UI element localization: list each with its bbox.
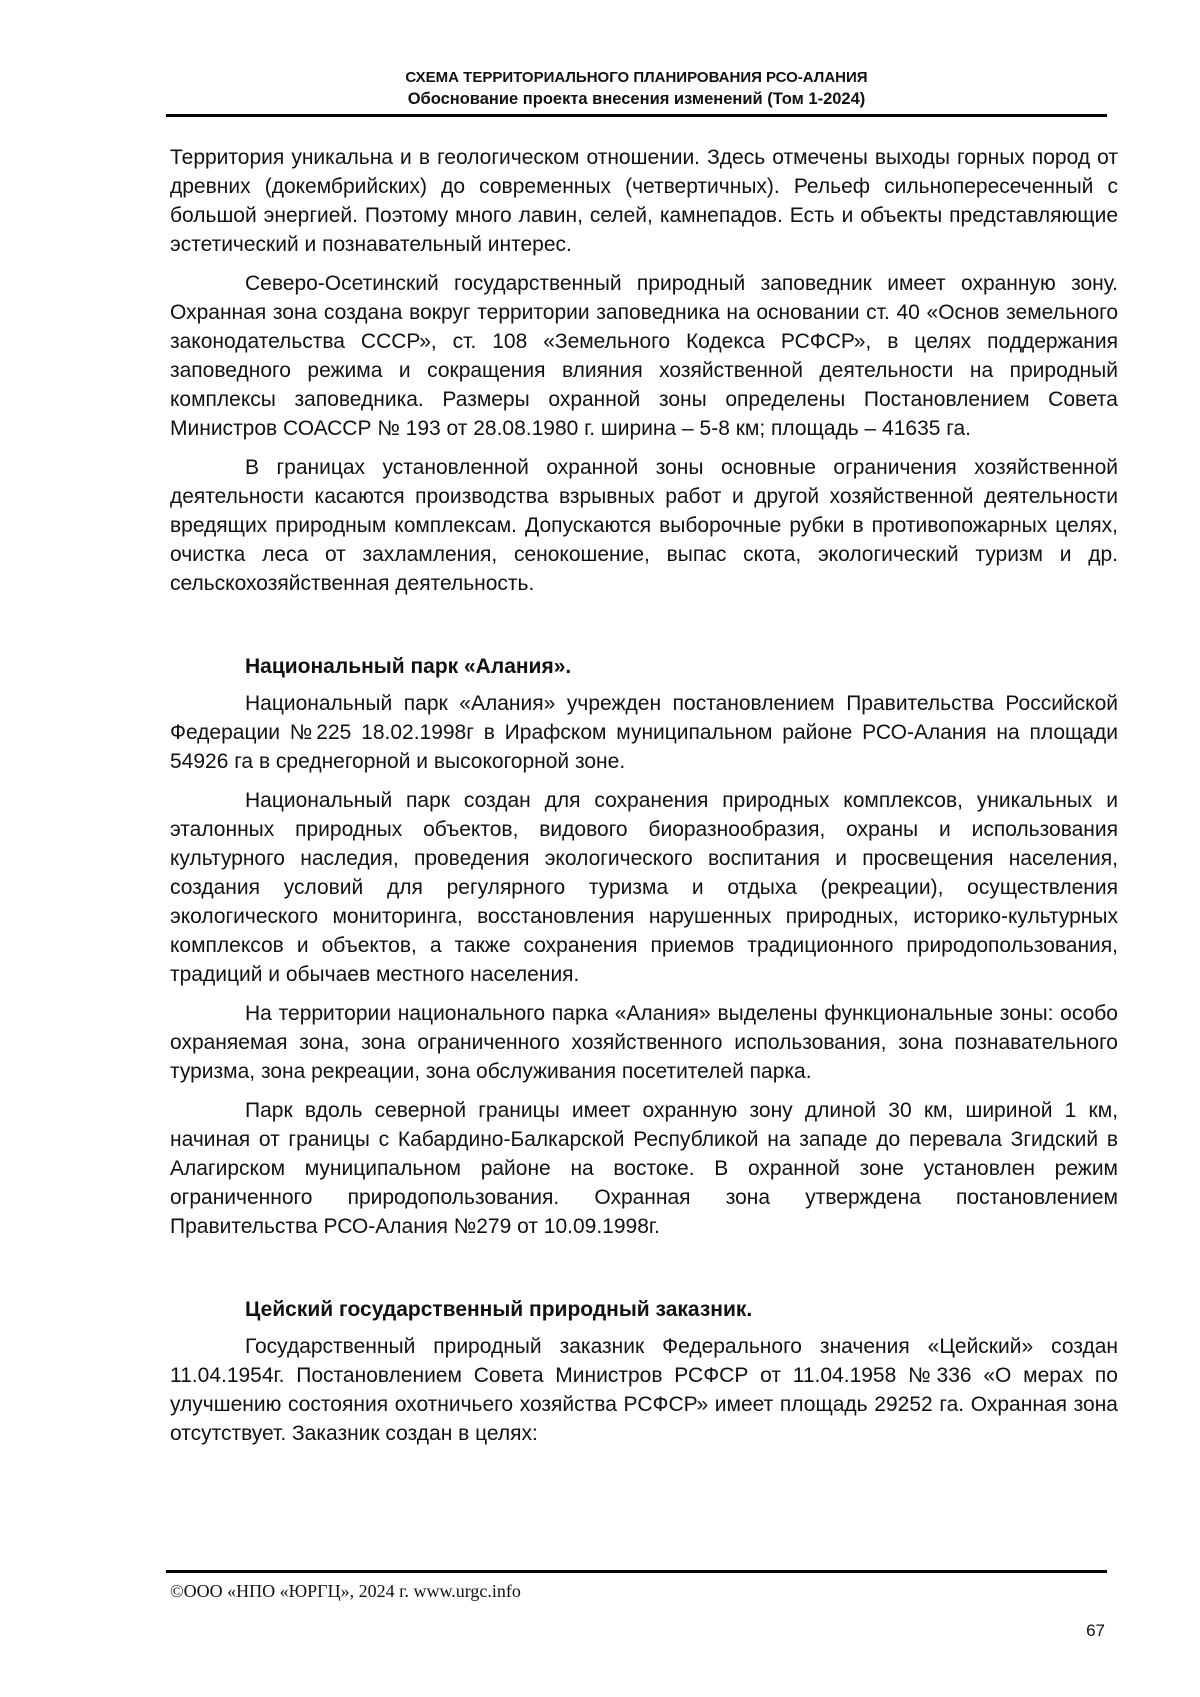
- paragraph-8: Государственный природный заказник Федерального значения «Цейский» создан 11.04.1954г. Постановлением Совета Министров РСФСР от 11.04.1958 №336 «О мерах по улучшению состояния охотничьего хозяйства РСФСР» имеет площадь 29252 га. Охранная зона отсутствует. Заказник создан в целях:: [170, 1335, 1118, 1445]
- footer-copyright: ©ООО «НПО «ЮРГЦ», 2024 г. www.urgc.info: [170, 1581, 521, 1601]
- paragraph-4: Национальный парк «Алания» учрежден постановлением Правительства Российской Федерации №225 18.02.1998г в Ирафском муниципальном районе РСО-Алания на площади 54926 га в среднегорной и высокогорной зоне.: [170, 692, 1118, 773]
- section-heading-tsey: Цейский государственный природный заказник.: [245, 1298, 753, 1321]
- page-body: [170, 143, 1118, 1448]
- header-subtitle: Обоснование проекта внесения изменений (Том 1-2024): [407, 90, 866, 108]
- paragraph-5: Национальный парк создан для сохранения природных комплексов, уникальных и эталонных природных объектов, видового биоразнообразия, охраны и использования культурного наследия, проведения экологического воспитания и просвещения населения, создания условий для регулярного туризма и отдыха (рекреации), осуществления экологического мониторинга, восстановления нарушенных природных, историко-культурных комплексов и объектов, а также сохранения приемов традиционного природопользования, традиций и обычаев местного населения.: [170, 789, 1118, 986]
- paragraph-6: На территории национального парка «Алания» выделены функциональные зоны: особо охраняемая зона, зона ограниченного хозяйственного использования, зона познавательного туризма, зона рекреации, зона обслуживания посетителей парка.: [170, 1002, 1118, 1083]
- paragraph-2: Северо-Осетинский государственный природный заповедник имеет охранную зону. Охранная зона создана вокруг территории заповедника на основании ст. 40 «Основ земельного законодательства СССР», ст. 108 «Земельного Кодекса РСФСР», в целях поддержания заповедного режима и сокращения влияния хозяйственной деятельности на природный комплексы заповедника. Размеры охранной зоны определены Постановлением Совета Министров СОАССР № 193 от 28.08.1980 г. ширина – 5-8 км; площадь – 41635 га.: [170, 272, 1118, 440]
- paragraph-7: Парк вдоль северной границы имеет охранную зону длиной 30 км, шириной 1 км, начиная от границы с Кабардино-Балкарской Республикой на западе до перевала Згидский в Алагирском муниципальном районе на востоке. В охранной зоне установлен режим ограниченного природопользования. Охранная зона утверждена постановлением Правительства РСО-Алания №279 от 10.09.1998г.: [170, 1099, 1118, 1238]
- footer-divider: [166, 1570, 1107, 1573]
- paragraph-1: Территория уникальна и в геологическом отношении. Здесь отмечены выходы горных пород от древних (докембрийских) до современных (четвертичных). Рельеф сильнопересеченный с большой энергией. Поэтому много лавин, селей, камнепадов. Есть и объекты представляющие эстетический и познавательный интерес.: [170, 146, 1118, 256]
- header-title: СХЕМА ТЕРРИТОРИАЛЬНОГО ПЛАНИРОВАНИЯ РСО-АЛАНИЯ: [405, 69, 868, 86]
- page-header: [166, 68, 1107, 110]
- section-heading-alania: Национальный парк «Алания».: [245, 655, 572, 678]
- page-number: 67: [1086, 1621, 1105, 1640]
- header-divider: [166, 114, 1107, 117]
- paragraph-3: В границах установленной охранной зоны основные ограничения хозяйственной деятельности касаются производства взрывных работ и другой хозяйственной деятельности вредящих природным комплексам. Допускаются выборочные рубки в противопожарных целях, очистка леса от захламления, сенокошение, выпас скота, экологический туризм и др. сельскохозяйственная деятельность.: [170, 456, 1118, 595]
